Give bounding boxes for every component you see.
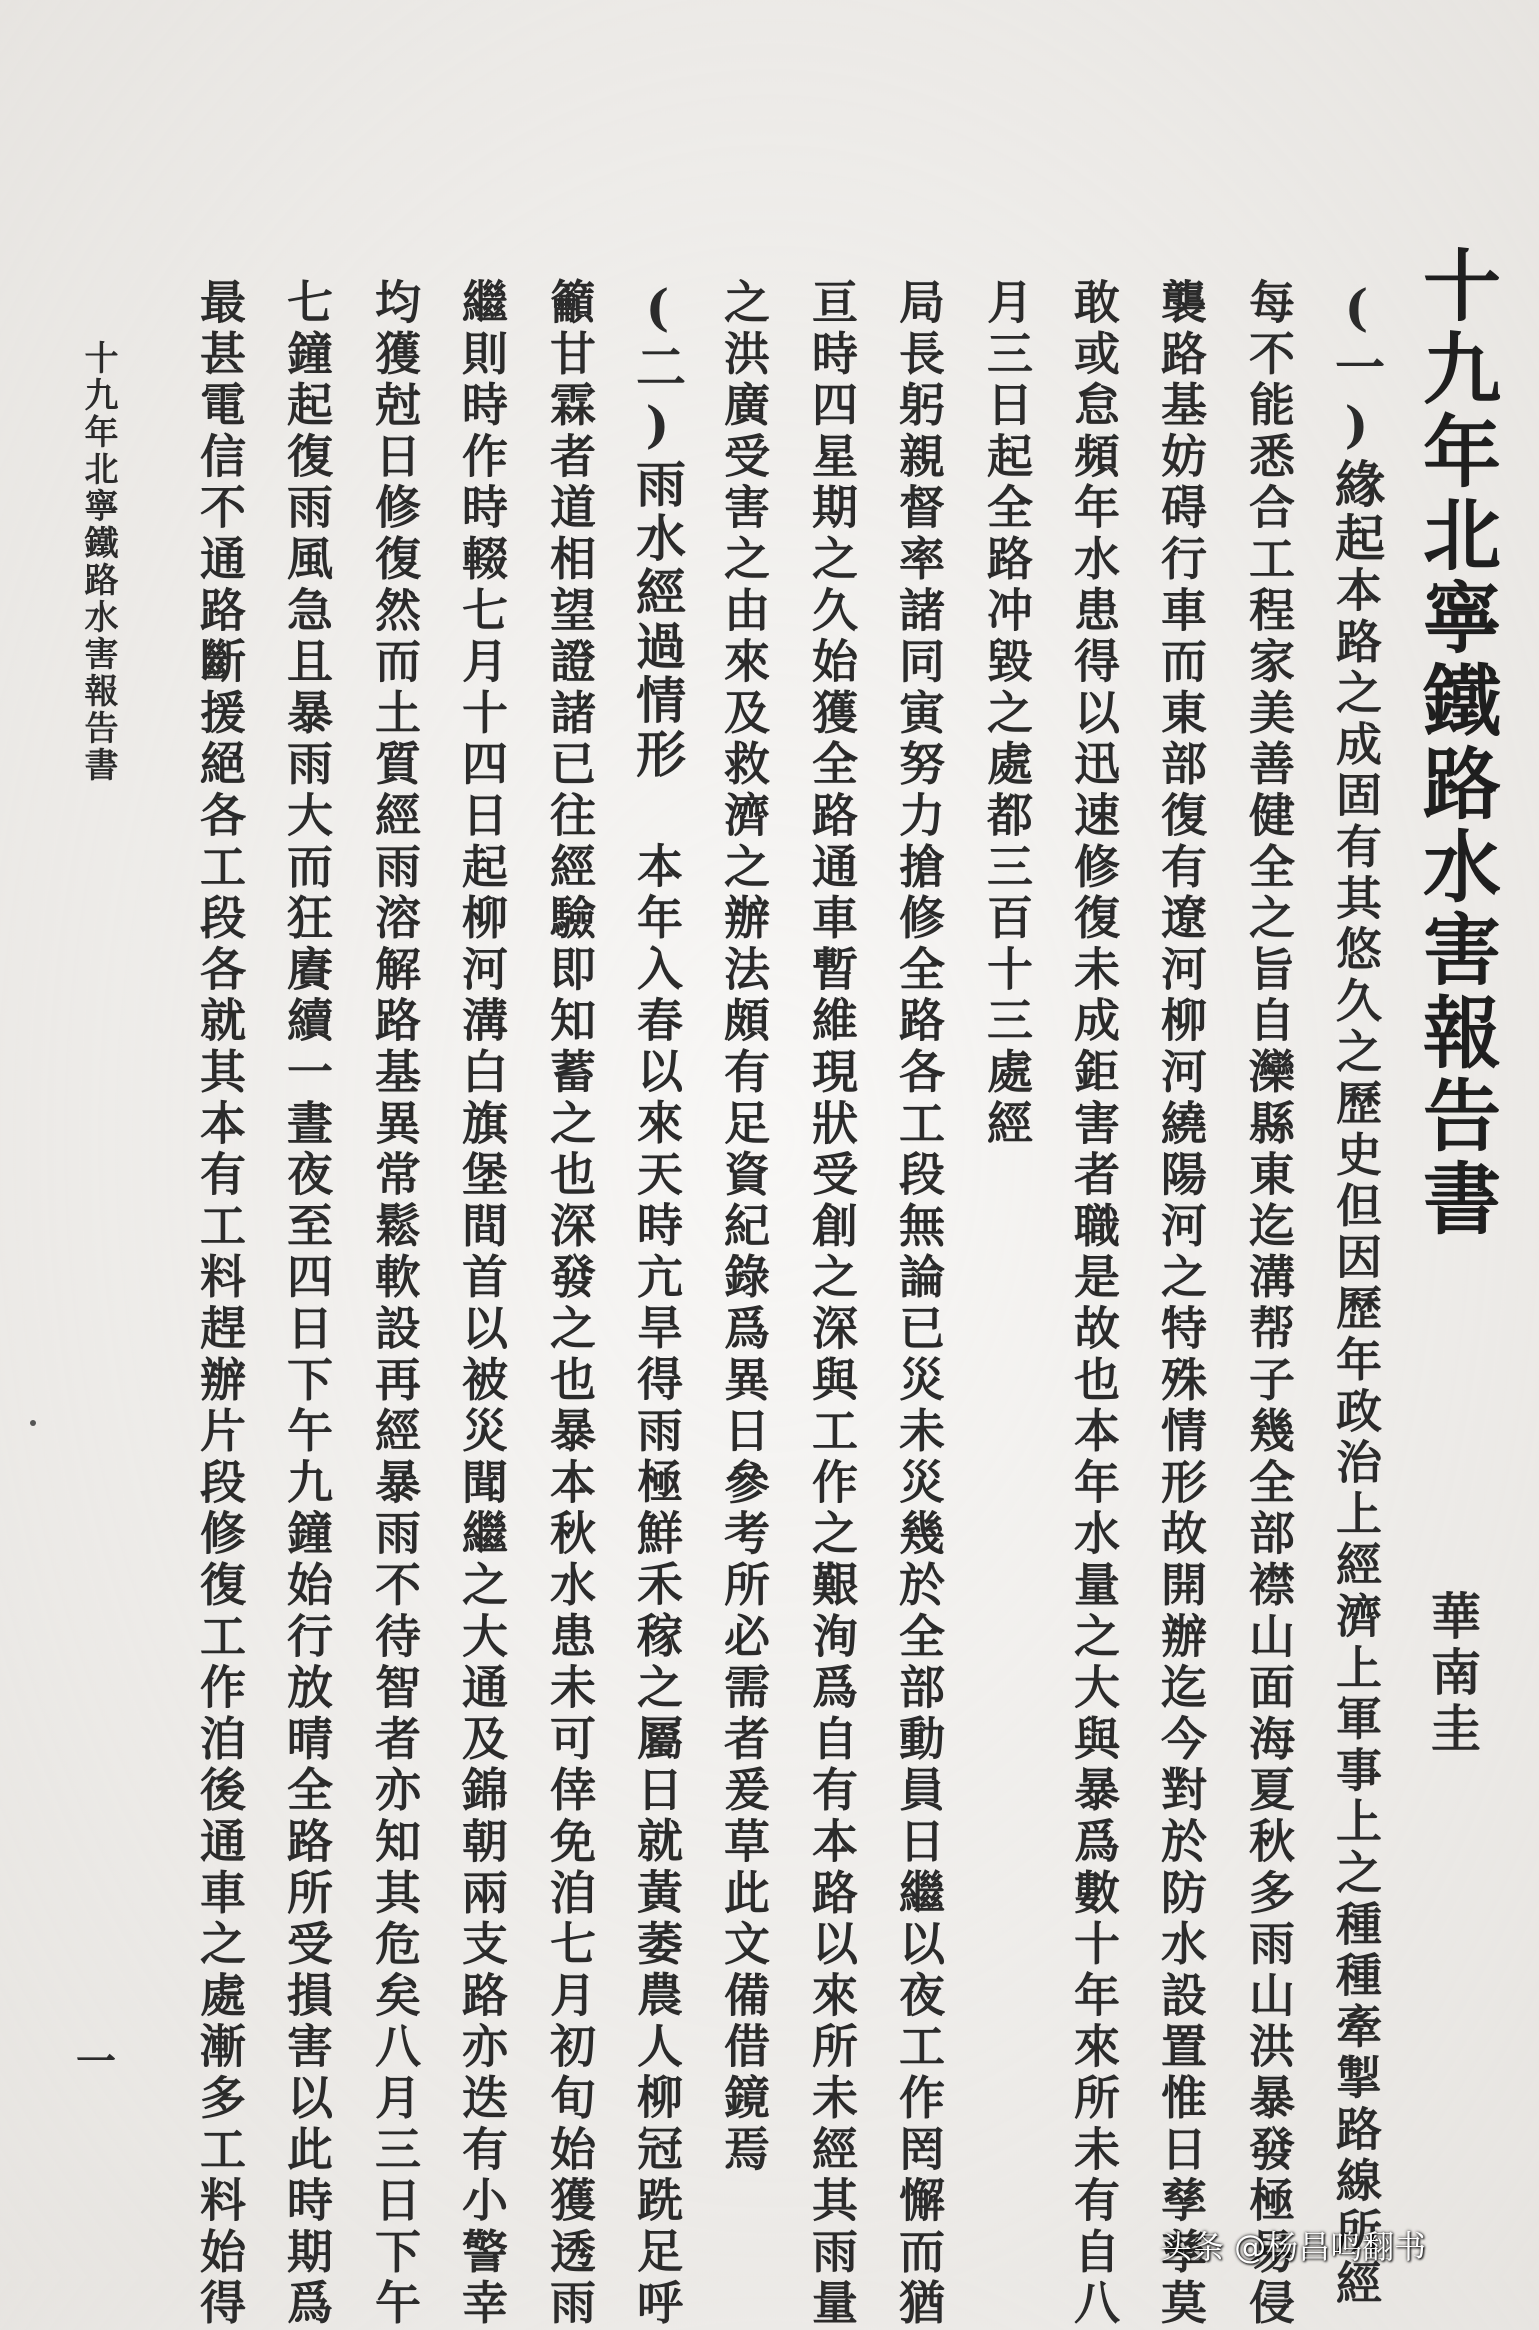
scan-speck <box>30 1420 36 1426</box>
page-number: 一 <box>76 2038 116 2085</box>
section-heading: (二)雨水經過情形 <box>628 278 687 782</box>
text-column <box>1326 278 1386 2311</box>
text-column: 局長躬親督率諸同寅努力搶修全路各工段無論已災未災幾於全部動員日繼以夜工作罔懈而猶 <box>892 278 946 2330</box>
text-column: 月三日起全路冲毀之處都三百十三處經 <box>980 278 1034 1151</box>
text-column: 亘時四星期之久始獲全路通車暫維現狀受創之深與工作之艱洵爲自有本路以來所未經其雨量 <box>805 278 859 2330</box>
text-column: 襲路基妨碍行車而東部復有遼河柳河繞陽河之特殊情形故開辦迄今對於防水設置惟日孳孳莫 <box>1154 278 1208 2330</box>
section-heading: (一)緣起 <box>1327 278 1386 566</box>
running-footer: 十九年北寧鐵路水害報告書 <box>78 340 118 784</box>
text-column <box>627 278 687 2330</box>
document-title: 十九年北寧鐵路水害報告書 <box>1410 245 1501 1241</box>
text-column: 之洪廣受害之由來及救濟之辦法頗有足資紀錄爲異日參考所必需者爰草此文備借鏡焉 <box>717 278 771 2177</box>
text-column: 籲甘霖者道相望證諸已往經驗即知蓄之也深發之也暴本秋水患未可倖免洎七月初旬始獲透雨 <box>543 278 597 2330</box>
text-column: 七鐘起復雨風急且暴雨大而狂賡續一晝夜至四日下午九鐘始行放晴全路所受損害以此時期爲 <box>280 278 334 2330</box>
column-text: 本年入春以來天時亢旱得雨極鮮禾稼之屬日就黃萎農人柳冠跣足呼 <box>630 842 684 2330</box>
text-column: 均獲尅日修復然而土質經雨溶解路基異常鬆軟設再經暴雨不待智者亦知其危矣八月三日下午 <box>368 278 422 2330</box>
author-name: 華南圭 <box>1423 1590 1482 1758</box>
text-column: 繼則時作時輟七月十四日起柳河溝白旗堡間首以被災聞繼之大通及錦朝兩支路亦迭有小警幸 <box>455 278 509 2330</box>
column-text: 本路之成固有其悠久之歷史但因歷年政治上經濟上軍事上之種種牽掣路線所經 <box>1329 566 1383 2311</box>
text-column: 每不能悉合工程家美善健全之旨自灤縣東迄溝帮子幾全部襟山面海夏秋多雨山洪暴發極易侵 <box>1242 278 1296 2330</box>
text-column: 敢或怠頻年水患得以迅速修復未成鉅害者職是故也本年水量之大與暴爲數十年來所未有自八 <box>1067 278 1121 2330</box>
text-column: 最甚電信不通路斷援絕各工段各就其本有工料趕辦片段修復工作洎後通車之處漸多工料始得 <box>193 278 247 2330</box>
watermark: 头条 @杨昌鸣翻书 <box>1160 2228 1427 2266</box>
